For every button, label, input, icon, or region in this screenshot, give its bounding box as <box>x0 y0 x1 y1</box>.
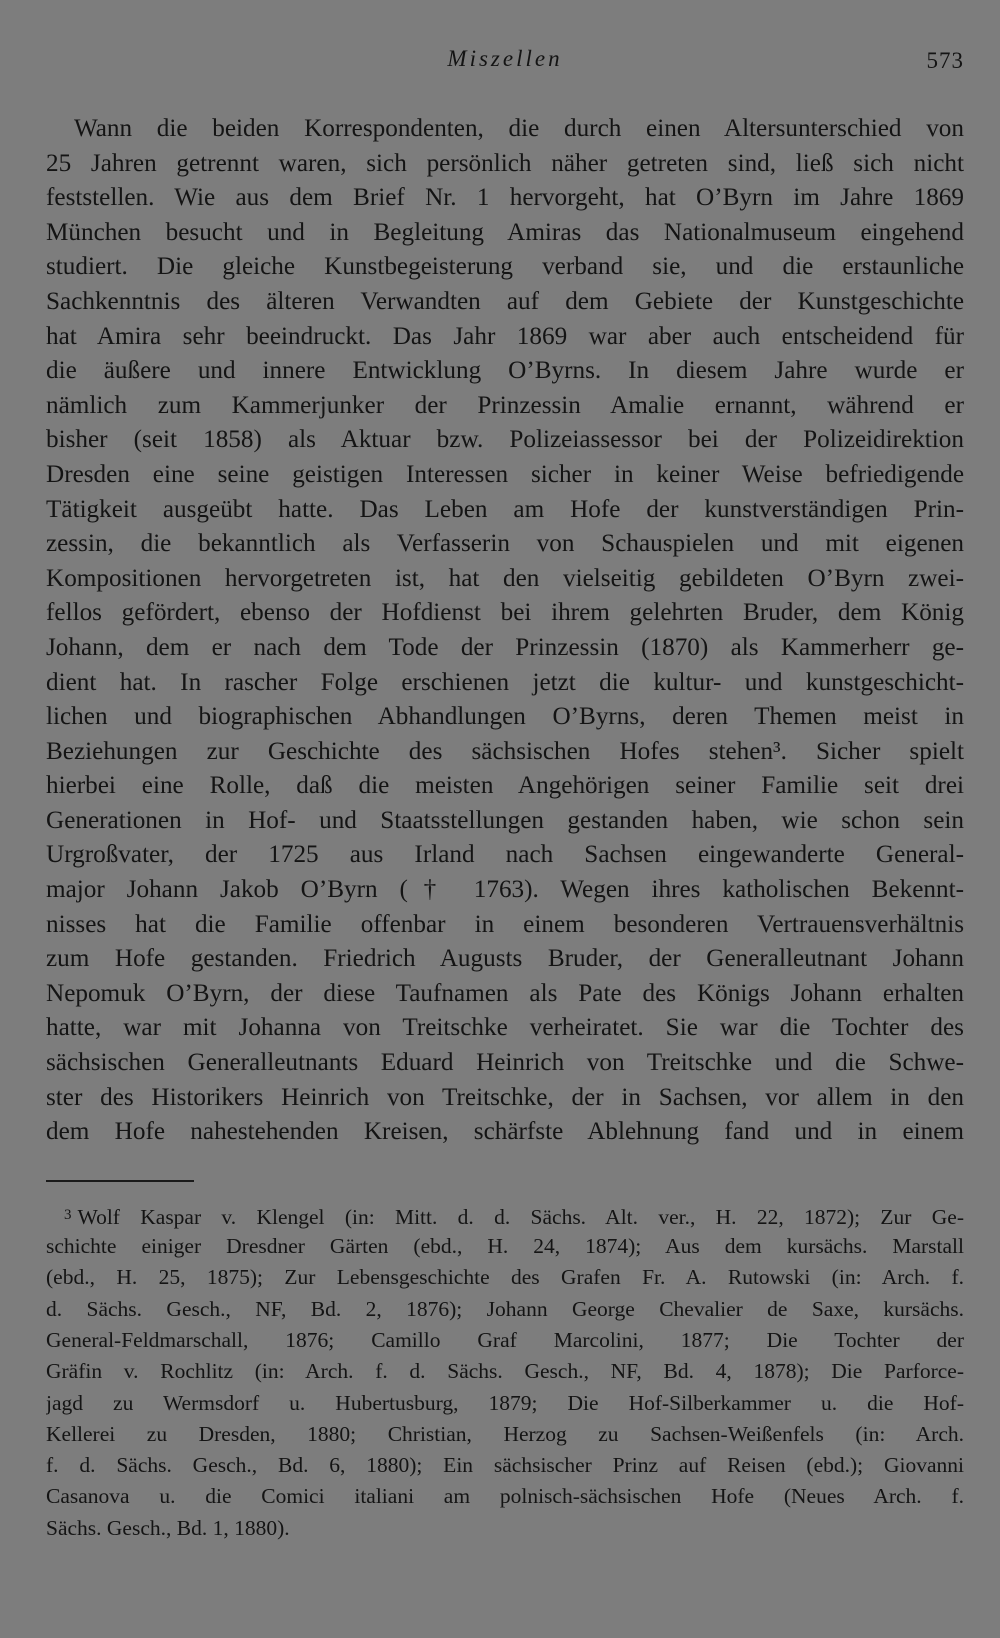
body-line: hat Amira sehr beeindruckt. Das Jahr 1869 war aber auch entscheidend für <box>46 322 964 350</box>
footnote-marker: 3 <box>64 1206 72 1223</box>
body-line: sächsischen Generalleutnants Eduard Heinrich von Treitschke und die Schwe- <box>46 1049 964 1077</box>
body-line: zessin, die bekanntlich als Verfasserin von Schauspielen und mit eigenen <box>46 530 964 558</box>
footnote-line: Casanova u. die Comici italiani am polnisch-sächsischen Hofe (Neues Arch. f. <box>46 1484 964 1509</box>
body-line: dient hat. In rascher Folge erschienen jetzt die kultur- und kunstgeschicht- <box>46 668 964 696</box>
body-text <box>46 112 964 1150</box>
running-title: Miszellen <box>447 46 563 71</box>
body-line: nisses hat die Familie offenbar in einem besonderen Vertrauensverhältnis <box>46 910 964 938</box>
body-line: Wann die beiden Korrespondenten, die durch einen Altersunterschied von <box>74 115 964 142</box>
footnote-line: jagd zu Wermsdorf u. Hubertusburg, 1879; Die Hof-Silberkammer u. die Hof- <box>46 1390 964 1415</box>
footnote-line: f. d. Sächs. Gesch., Bd. 6, 1880); Ein sächsischer Prinz auf Reisen (ebd.); Giovanni <box>46 1453 964 1478</box>
body-line: Kompositionen hervorgetreten ist, hat den vielseitig gebildeten O’Byrn zwei- <box>46 564 964 592</box>
footnote-block <box>46 1200 964 1544</box>
body-line: die äußere und innere Entwicklung O’Byrns. In diesem Jahre wurde er <box>46 357 964 385</box>
body-line: München besucht und in Begleitung Amiras das Nationalmuseum eingehend <box>46 218 964 246</box>
page-number: 573 <box>926 48 964 73</box>
body-line: Nepomuk O’Byrn, der diese Taufnamen als Pate des Königs Johann erhalten <box>46 979 964 1007</box>
footnote-line: d. Sächs. Gesch., NF, Bd. 2, 1876); Johann George Chevalier de Saxe, kursächs. <box>46 1296 964 1321</box>
body-line: zum Hofe gestanden. Friedrich Augusts Bruder, der Generalleutnant Johann <box>46 945 964 973</box>
footnote-line: schichte einiger Dresdner Gärten (ebd., H. 24, 1874); Aus dem kursächs. Marstall <box>46 1234 964 1259</box>
footnote-line: Kellerei zu Dresden, 1880; Christian, Herzog zu Sachsen-Weißenfels (in: Arch. <box>46 1421 964 1446</box>
body-line: feststellen. Wie aus dem Brief Nr. 1 hervorgeht, hat O’Byrn im Jahre 1869 <box>46 184 964 212</box>
footnote-line: General-Feldmarschall, 1876; Camillo Graf Marcolini, 1877; Die Tochter der <box>46 1328 964 1352</box>
body-line: hierbei eine Rolle, daß die meisten Angehörigen seiner Familie seit drei <box>46 772 964 800</box>
body-line: Beziehungen zur Geschichte des sächsischen Hofes stehen³. Sicher spielt <box>46 737 964 765</box>
body-line: dem Hofe nahestehenden Kreisen, schärfste Ablehnung fand und in einem <box>46 1118 964 1146</box>
body-line: Dresden eine seine geistigen Interessen sicher in keiner Weise befriedigende <box>46 460 964 488</box>
body-line: hatte, war mit Johanna von Treitschke verheiratet. Sie war die Tochter des <box>46 1014 964 1042</box>
body-line: studiert. Die gleiche Kunstbegeisterung verband sie, und die erstaunliche <box>46 253 964 281</box>
body-line: Tätigkeit ausgeübt hatte. Das Leben am Hofe der kunstverständigen Prin- <box>46 495 964 523</box>
body-line: Sachkenntnis des älteren Verwandten auf dem Gebiete der Kunstgeschichte <box>46 287 964 315</box>
body-line: Generationen in Hof- und Staatsstellungen gestanden haben, wie schon sein <box>46 806 964 834</box>
body-line: lichen und biographischen Abhandlungen O’Byrns, deren Themen meist in <box>46 703 964 731</box>
body-line: fellos gefördert, ebenso der Hofdienst bei ihrem gelehrten Bruder, dem König <box>46 599 964 627</box>
body-line: 25 Jahren getrennt waren, sich persönlich näher getreten sind, ließ sich nicht <box>46 149 964 177</box>
body-line: ster des Historikers Heinrich von Treitschke, der in Sachsen, vor allem in den <box>46 1083 964 1111</box>
footnote-rule <box>46 1180 194 1182</box>
body-line: Urgroßvater, der 1725 aus Irland nach Sachsen eingewanderte General- <box>46 841 964 869</box>
footnote-line <box>46 1200 964 1231</box>
footnote-line: Gräfin v. Rochlitz (in: Arch. f. d. Sächs. Gesch., NF, Bd. 4, 1878); Die Parforce- <box>46 1359 964 1384</box>
body-line: Johann, dem er nach dem Tode der Prinzessin (1870) als Kammerherr ge- <box>46 633 964 661</box>
footnote-line: Sächs. Gesch., Bd. 1, 1880). <box>46 1515 290 1540</box>
footnote-line: (ebd., H. 25, 1875); Zur Lebensgeschichte des Grafen Fr. A. Rutowski (in: Arch. f. <box>46 1265 964 1290</box>
running-head <box>46 40 964 80</box>
body-line: bisher (seit 1858) als Aktuar bzw. Polizeiassessor bei der Polizeidirektion <box>46 426 964 454</box>
page <box>46 40 964 1544</box>
body-line: nämlich zum Kammerjunker der Prinzessin Amalie ernannt, während er <box>46 391 964 419</box>
footnote-text: Wolf Kaspar v. Klengel (in: Mitt. d. d. Sächs. Alt. ver., H. 22, 1872); Zur Ge- <box>77 1204 964 1229</box>
body-line: major Johann Jakob O’Byrn († 1763). Wegen ihres katholischen Bekennt- <box>46 876 964 904</box>
